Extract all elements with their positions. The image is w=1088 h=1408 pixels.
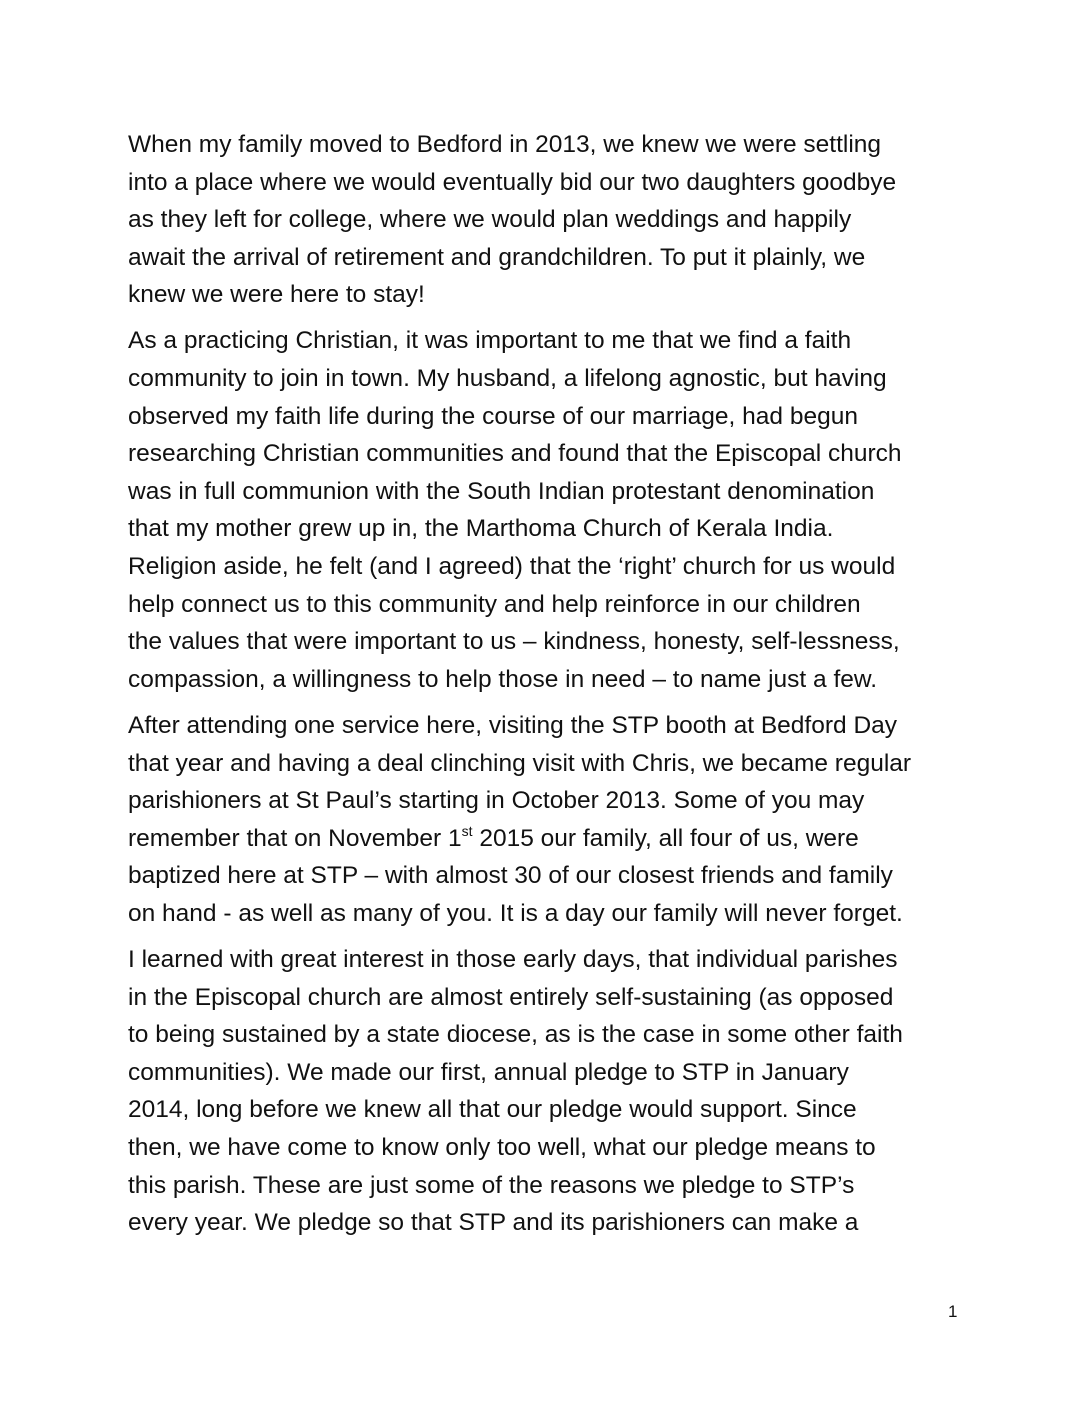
text-line: to being sustained by a state diocese, as is the case in some other faith — [128, 1021, 903, 1049]
text-line: await the arrival of retirement and grandchildren. To put it plainly, we — [128, 243, 866, 271]
text-line: Religion aside, he felt (and I agreed) that the ‘right’ church for us would — [128, 553, 896, 581]
text-line: parishioners at St Paul’s starting in October 2013. Some of you may — [128, 787, 865, 815]
text-line: on hand - as well as many of you. It is a day our family will never forget. — [128, 899, 903, 927]
text-line: researching Christian communities and found that the Episcopal church — [128, 440, 902, 468]
text-line: As a practicing Christian, it was important to me that we find a faith — [128, 327, 852, 355]
text-line: that my mother grew up in, the Marthoma Church of Kerala India. — [128, 515, 834, 543]
page-number: 1 — [948, 1302, 958, 1321]
text-line: help connect us to this community and help reinforce in our children — [128, 590, 861, 618]
ordinal-superscript: st — [461, 822, 473, 839]
text-line-with-superscript — [128, 820, 978, 858]
text-line: into a place where we would eventually bid our two daughters goodbye — [128, 168, 897, 196]
paragraph-pledge — [128, 941, 978, 1242]
text-line: was in full communion with the South Indian protestant denomination — [128, 477, 875, 505]
text-line: I learned with great interest in those early days, that individual parishes — [128, 945, 898, 973]
text-line: in the Episcopal church are almost entirely self-sustaining (as opposed — [128, 983, 894, 1011]
paragraph-moving-to-bedford — [128, 126, 978, 314]
text-line: After attending one service here, visiting the STP booth at Bedford Day — [128, 711, 898, 739]
text-line: communities). We made our first, annual pledge to STP in January — [128, 1058, 849, 1086]
text-segment: remember that on November 1 — [128, 824, 462, 852]
text-line: compassion, a willingness to help those in need – to name just a few. — [128, 665, 878, 693]
text-line: this parish. These are just some of the reasons we pledge to STP’s — [128, 1171, 855, 1199]
document-body — [128, 126, 978, 1250]
text-line: baptized here at STP – with almost 30 of our closest friends and family — [128, 862, 893, 890]
text-line: as they left for college, where we would plan weddings and happily — [128, 206, 852, 234]
paragraph-faith-community — [128, 322, 978, 698]
text-line: community to join in town. My husband, a lifelong agnostic, but having — [128, 365, 887, 393]
text-line: When my family moved to Bedford in 2013, we knew we were settling — [128, 131, 882, 158]
text-segment: 2015 our family, all four of us, were — [472, 824, 859, 852]
text-line: that year and having a deal clinching visit with Chris, we became regular — [128, 749, 912, 777]
text-line: then, we have come to know only too well, what our pledge means to — [128, 1133, 876, 1161]
text-line: the values that were important to us – kindness, honesty, self-lessness, — [128, 628, 900, 656]
text-line: observed my faith life during the course of our marriage, had begun — [128, 402, 858, 430]
text-line: 2014, long before we knew all that our pledge would support. Since — [128, 1096, 857, 1124]
paragraph-joining-stp — [128, 707, 978, 933]
text-line: every year. We pledge so that STP and its parishioners can make a — [128, 1209, 859, 1237]
text-line: knew we were here to stay! — [128, 281, 425, 309]
